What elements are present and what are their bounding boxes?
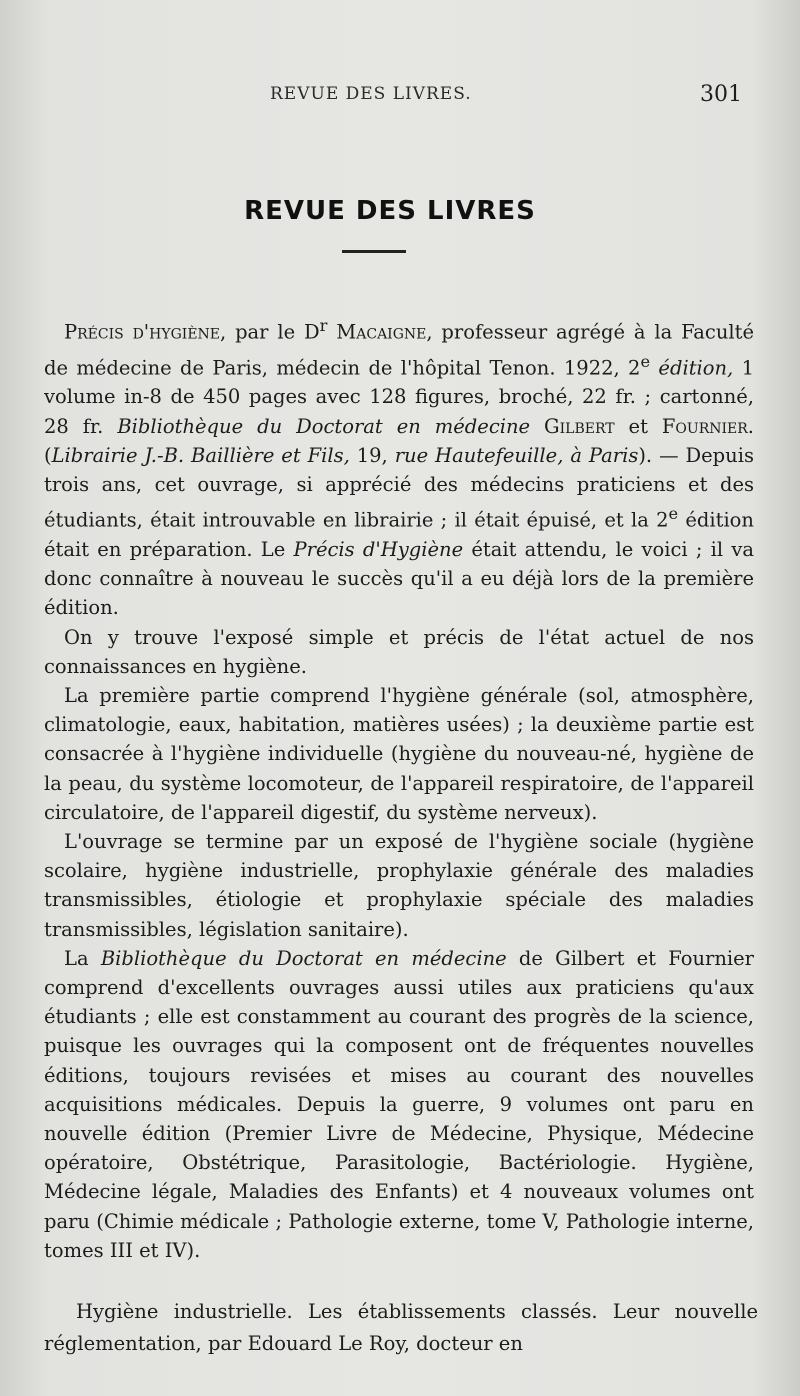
author-name: Macaigne,	[327, 320, 433, 344]
book-title: Hygiène industrielle. Les établissements classés. Leur nouvelle réglementation,	[44, 1300, 758, 1355]
section-title: REVUE DES LIVRES	[244, 196, 536, 226]
paragraph-5: La Bibliothèque du Doctorat en médecine de Gilbert et Fournier comprend d'excellents ouvrages aussi utiles aux praticiens qu'aux étudiants ; elle est constamment au courant des progrès de la science, puisque les ouvrages qui la composent ont de fréquentes nouvelles éditions, toujours revisées et mises au courant des nouvelles acquisitions médicales. Depuis la guerre, 9 volumes ont paru en nouvelle édition (Premier Livre de Médecine, Physique, Médecine opératoire, Obstétrique, Parasitologie, Bactériologie. Hygiène, Médecine légale, Maladies des Enfants) et 4 nouveaux volumes ont paru (Chimie médicale ; Pathologie externe, tome V, Pathologie interne, tomes III et IV).	[44, 946, 754, 1262]
page-number: 301	[700, 82, 742, 107]
series-name: Bibliothèque du Doctorat en médecine	[117, 414, 531, 438]
book-title: Précis d'hygiène,	[64, 320, 227, 344]
review-entry-hygiene-industrielle: Hygiène industrielle. Les établissements classés. Leur nouvelle réglementation, par Edouard Le Roy, docteur en	[44, 1300, 758, 1355]
title-rule	[342, 250, 406, 253]
running-head: REVUE DES LIVRES.	[270, 84, 472, 104]
paragraph-1: Précis d'hygiène, par le $D^r$ Macaigne, professeur agrégé à la Faculté de médecine de Paris, médecin de l'hôpital Tenon. 1922, 2e édition, 1 volume in-8 de 450 pages avec 128 figures, broché, 22 fr. ; cartonné, 28 fr. Bibliothèque du Doctorat en médecine Gilbert et Fournier. (Librairie J.-B. Baillière et Fils, 19, rue Hautefeuille, à Paris). — Depuis trois ans, cet ouvrage, si apprécié des médecins praticiens et des étudiants, était introuvable en librairie ; il était épuisé, et la 2e édition était en préparation. Le Précis d'Hygiène était attendu, le voici ; il va donc connaître à nouveau le succès qu'il a eu déjà lors de la première édition.	[44, 316, 755, 620]
paragraph-4: L'ouvrage se termine par un exposé de l'hygiène sociale (hygiène scolaire, hygiène industrielle, prophylaxie générale des maladies transmissibles, étiologie et prophylaxie spéciale des maladies transmissibles, législation sanitaire).	[44, 829, 754, 941]
review-entry-precis	[44, 311, 754, 1265]
paragraph-2: On y trouve l'exposé simple et précis de l'état actuel de nos connaissances en hygiène.	[44, 625, 754, 678]
paragraph-3: La première partie comprend l'hygiène générale (sol, atmosphère, climatologie, eaux, habitation, matières usées) ; la deuxième partie est consacrée à l'hygiène individuelle (hygiène du nouveau-né, hygiène de la peau, du système locomoteur, de l'appareil respiratoire, de l'appareil circulatoire, de l'appareil digestif, du système nerveux).	[44, 683, 754, 824]
publisher-name: Librairie J.-B. Baillière et Fils,	[51, 443, 350, 467]
author-name: Le Roy,	[338, 1332, 410, 1355]
